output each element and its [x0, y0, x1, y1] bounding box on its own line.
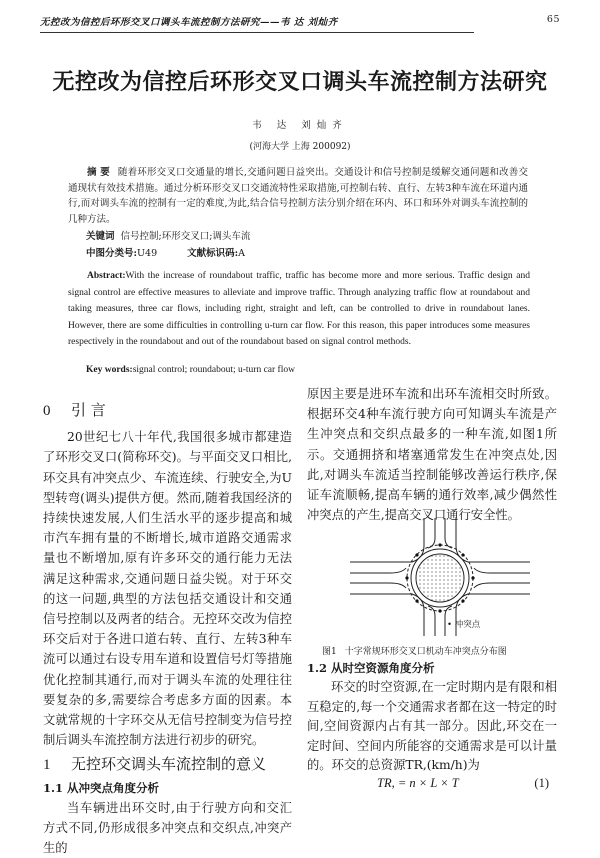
keywords-zh-text: 信号控制;环形交叉口;调头车流 — [120, 231, 251, 242]
figure-1-caption-text: 十字常规环形交叉口机动车冲突点分布图 — [344, 647, 507, 657]
figure-1-caption — [322, 644, 562, 657]
right-column-top — [307, 384, 557, 525]
keywords-zh — [86, 229, 250, 244]
subsection-1-2-heading — [307, 658, 557, 678]
section-0-heading — [43, 400, 292, 421]
classification-line — [86, 246, 245, 261]
section-0-num: 0 — [43, 403, 51, 419]
figure-1-legend: • 冲突点 — [447, 620, 481, 630]
section-0-para: 20世纪七八十年代,我国很多城市都建造了环形交叉口(简称环交)。与平面交叉口相比,环交具有冲突点少、车流连续、行驶安全,为U型转弯(调头)提供方便。然而,随着我国经济的持续快速发展,人们生活水平的逐步提高和城市汽车拥有量的不断增长,城市道路交通需求量也不断增加,原有许多环交的通行能力无法满足这种需求,交通问题日益尖锐。对于环交的这一问题,典型的方法包括交通设计和交通信号控制以及两者的结合。无控环交改为信控环交后对于各进口道右转、直行、左转3种车流可以通过右设专用车道和设置信号灯等措施优化控制其通行,而对于调头车流的处理往往要复杂的多,需要综合考虑多方面的因素。本文就常规的十字环交从无信号控制变为信号控制后调头车流控制方法进行初步的研究。 — [43, 430, 292, 748]
formula-1 — [307, 776, 557, 796]
keywords-zh-label: 关键词 — [86, 231, 115, 242]
abstract-zh-label: 摘 要 — [87, 167, 110, 178]
subsection-1-2-para: 环交的时空资源,在一定时期内是有限和相互稳定的,每一个交通需求者都在这一特定的时间,空间资源内占有其一部分。因此,环交在一定时间、空间内所能容的交通需求是可以计量的。环交的总资源TR,(km/h)为 — [307, 680, 557, 773]
paper-title: 无控改为信控后环形交叉口调头车流控制方法研究 — [52, 69, 548, 95]
section-1-heading — [43, 754, 292, 775]
classification-value: U49 — [137, 248, 158, 259]
classification-label: 中图分类号: — [86, 248, 138, 259]
abstract-en-label: Abstract: — [87, 271, 126, 281]
keywords-en — [86, 365, 295, 375]
affiliation: (河海大学 上海 200092) — [249, 142, 351, 152]
central-island — [416, 554, 464, 602]
figure-1-roundabout-diagram — [350, 518, 530, 636]
right-para-1: 原因主要是进环车流和出环车流相交时所致。根据环交4种车流行驶方向可知调头车流是产生冲突点和交织点最多的一种车流,如图1所示。交通拥挤和堵塞通常发生在冲突点处,因此,对调头车流适当控制能够改善运行秩序,保证车流顺畅,提高车辆的通行效率,减少偶然性冲突点的产生,提高交叉口通行安全性。 — [307, 387, 557, 523]
running-head — [40, 14, 560, 30]
subsection-1-1-heading — [43, 778, 292, 798]
left-column — [43, 400, 292, 858]
keywords-en-text: signal control; roundabout; u-turn car flow — [132, 365, 295, 375]
right-column-bottom — [307, 658, 557, 776]
doc-code-value: A — [238, 248, 246, 259]
section-1-num: 1 — [43, 757, 51, 774]
authors: 韦 达 刘灿齐 — [252, 120, 348, 131]
abstract-zh — [68, 165, 528, 227]
subsection-1-2-num: 1.2 — [307, 661, 328, 675]
running-head-text: 无控改为信控后环形交叉口调头车流控制方法研究——韦 达 刘灿齐 — [40, 17, 338, 28]
subsection-1-1-title: 从冲突点角度分析 — [67, 780, 159, 795]
subsection-1-2-title: 从时空资源角度分析 — [331, 661, 435, 675]
abstract-en — [68, 268, 530, 351]
page-number: 65 — [546, 14, 560, 25]
figure-1-caption-label: 图1 — [322, 647, 337, 657]
subsection-1-1-para: 当车辆进出环交时,由于行驶方向和交汇方式不同,仍形成很多冲突点和交织点,冲突产生的 — [43, 800, 292, 856]
subsection-1-1-num: 1.1 — [43, 780, 64, 795]
formula-1-expression: TR, = n × L × T — [377, 776, 459, 790]
keywords-en-label: Key words: — [86, 365, 133, 375]
section-0-title: 引 言 — [71, 401, 106, 419]
doc-code-label: 文献标识码: — [187, 248, 239, 259]
abstract-en-text: With the increase of roundabout traffic, traffic has become more and more serious. Traffic design and signal control are effective measures to alleviate and improve traffic. Through analyzing traffic flow at roundabout and taking measures, three car flows, including right, straight and left, can be controlled to drive in roundabout lanes. However, there are some difficulties in controlling u-turn car flow. For this reason, this paper introduces some measures respectively in the roundabout and out of the roundabout based on signal control methods. — [68, 271, 530, 347]
section-1-title: 无控环交调头车流控制的意义 — [71, 755, 267, 774]
abstract-zh-text: 随着环形交叉口交通量的增长,交通问题日益突出。交通设计和信号控制是缓解交通问题和改善交通现状有效技术措施。通过分析环形交叉口交通流特性采取措施,可控制右转、直行、左转3种车流在环道内通行,而对调头车流的控制有一定的难度,为此,结合信号控制方法分别介绍在环内、环口和环外对调头车流控制的几种方法。 — [68, 167, 528, 225]
formula-1-number: (1) — [534, 776, 549, 790]
header-rule — [40, 32, 474, 33]
